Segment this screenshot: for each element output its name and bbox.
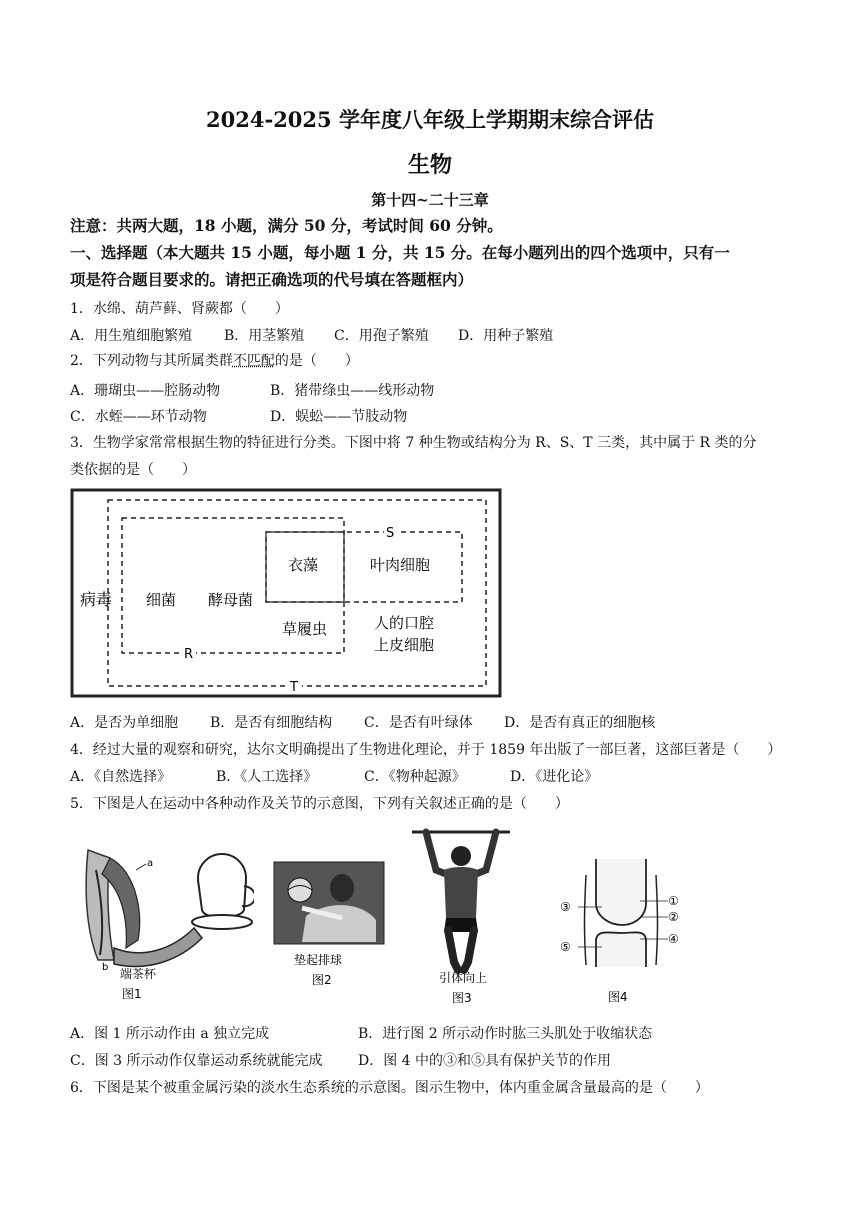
label-r: R bbox=[184, 647, 194, 662]
fig4-mark-2: ② bbox=[668, 910, 679, 924]
fig4-number: 图4 bbox=[608, 990, 628, 1004]
q6-stem: 6．下图是某个被重金属污染的淡水生态系统的示意图。图示生物中，体内重金属含量最高的是（ ） bbox=[70, 1080, 709, 1096]
fig4-mark-3: ③ bbox=[560, 900, 571, 914]
q2-option-d: D．蜈蚣——节肢动物 bbox=[270, 409, 408, 425]
fig1-number: 图1 bbox=[122, 987, 142, 1001]
fig1-caption: 端茶杯 bbox=[120, 967, 157, 981]
exam-title: 2024-2025 学年度八年级上学期期末综合评估 bbox=[206, 107, 654, 132]
chapter-range: 第十四~二十三章 bbox=[371, 191, 489, 209]
q5-stem: 5．下图是人在运动中各种动作及关节的示意图，下列有关叙述正确的是（ ） bbox=[70, 796, 569, 812]
q2-stem-pre: 2．下列动物与其所属类群 bbox=[70, 353, 233, 369]
q2-option-b: B．猪带绦虫——线形动物 bbox=[270, 383, 435, 399]
q2-option-a: A．珊瑚虫——腔肠动物 bbox=[70, 383, 221, 399]
q3-option-d: D．是否有真正的细胞核 bbox=[504, 715, 656, 731]
q1-stem: 1．水绵、葫芦藓、肾蕨都（ ） bbox=[70, 301, 289, 317]
q3-stem-line1: 3．生物学家常常根据生物的特征进行分类。下图中将 7 种生物或结构分为 R、S、T 三类，其中属于 R 类的分 bbox=[70, 435, 757, 451]
figure2-volleyball bbox=[272, 860, 386, 1010]
q4-option-b: B．《人工选择》 bbox=[216, 769, 318, 785]
fig2-caption: 垫起排球 bbox=[294, 953, 343, 967]
q3-stem-line2: 类依据的是（ ） bbox=[70, 462, 196, 478]
q5-option-d: D．图 4 中的③和⑤具有保护关节的作用 bbox=[358, 1053, 612, 1069]
q4-stem: 4．经过大量的观察和研究，达尔文明确提出了生物进化理论，并于 1859 年出版了一部巨著，这部巨著是（ ） bbox=[70, 742, 782, 758]
q2-stem bbox=[70, 350, 359, 370]
label-yeast: 酵母菌 bbox=[208, 591, 254, 609]
q1-option-a: A．用生殖细胞繁殖 bbox=[70, 328, 193, 344]
label-t: T bbox=[290, 680, 298, 695]
figure4-joint bbox=[556, 855, 686, 1007]
section1-heading-line1: 一、选择题（本大题共 15 小题，每小题 1 分，共 15 分。在每小题列出的四个选项中，只有一 bbox=[70, 243, 730, 262]
q5-option-c: C．图 3 所示动作仅靠运动系统就能完成 bbox=[70, 1053, 323, 1069]
label-cheek-cell-1: 人的口腔 bbox=[374, 614, 435, 632]
fig3-caption: 引体向上 bbox=[439, 971, 488, 985]
q1-option-b: B．用茎繁殖 bbox=[224, 328, 305, 344]
section1-heading-line2: 项是符合题目要求的。请把正确选项的代号填在答题框内） bbox=[70, 270, 474, 289]
classification-figure bbox=[70, 488, 504, 700]
fig1-label-a: a bbox=[147, 858, 154, 869]
q3-option-a: A．是否为单细胞 bbox=[70, 715, 179, 731]
q1-option-d: D．用种子繁殖 bbox=[458, 328, 554, 344]
q2-stem-emphasis: 不匹配 bbox=[232, 353, 275, 369]
outer-frame bbox=[72, 490, 500, 696]
q5-option-b: B．进行图 2 所示动作时肱三头肌处于收缩状态 bbox=[358, 1026, 653, 1042]
fig1-label-b: b bbox=[102, 962, 109, 973]
label-mesophyll-cell: 叶肉细胞 bbox=[370, 556, 431, 574]
label-chlamydomonas: 衣藻 bbox=[288, 556, 319, 574]
q2-option-c: C．水蛭——环节动物 bbox=[70, 409, 207, 425]
exam-notice: 注意：共两大题，18 小题，满分 50 分，考试时间 60 分钟。 bbox=[70, 216, 503, 235]
q4-option-d: D．《进化论》 bbox=[510, 769, 599, 785]
label-s: S bbox=[386, 526, 395, 541]
q3-option-c: C．是否有叶绿体 bbox=[364, 715, 473, 731]
label-virus: 病毒 bbox=[80, 590, 113, 609]
figure3-pull-up bbox=[406, 822, 516, 1008]
q1-option-c: C．用孢子繁殖 bbox=[334, 328, 429, 344]
label-paramecium: 草履虫 bbox=[282, 620, 328, 638]
fig4-mark-4: ④ bbox=[668, 932, 679, 946]
q2-stem-post: 的是（ ） bbox=[274, 353, 359, 369]
label-cheek-cell-2: 上皮细胞 bbox=[374, 636, 435, 654]
fig3-number: 图3 bbox=[452, 991, 472, 1005]
q3-option-b: B．是否有细胞结构 bbox=[210, 715, 333, 731]
q4-option-a: A．《自然选择》 bbox=[70, 769, 172, 785]
fig2-number: 图2 bbox=[312, 973, 332, 987]
label-bacteria: 细菌 bbox=[146, 591, 177, 609]
q5-option-a: A．图 1 所示动作由 a 独立完成 bbox=[70, 1026, 270, 1042]
q4-option-c: C．《物种起源》 bbox=[364, 769, 466, 785]
subject-title: 生物 bbox=[407, 152, 452, 178]
fig4-mark-5: ⑤ bbox=[560, 940, 571, 954]
fig4-mark-1: ① bbox=[668, 894, 679, 908]
figure1-arm-cup bbox=[74, 830, 254, 1006]
